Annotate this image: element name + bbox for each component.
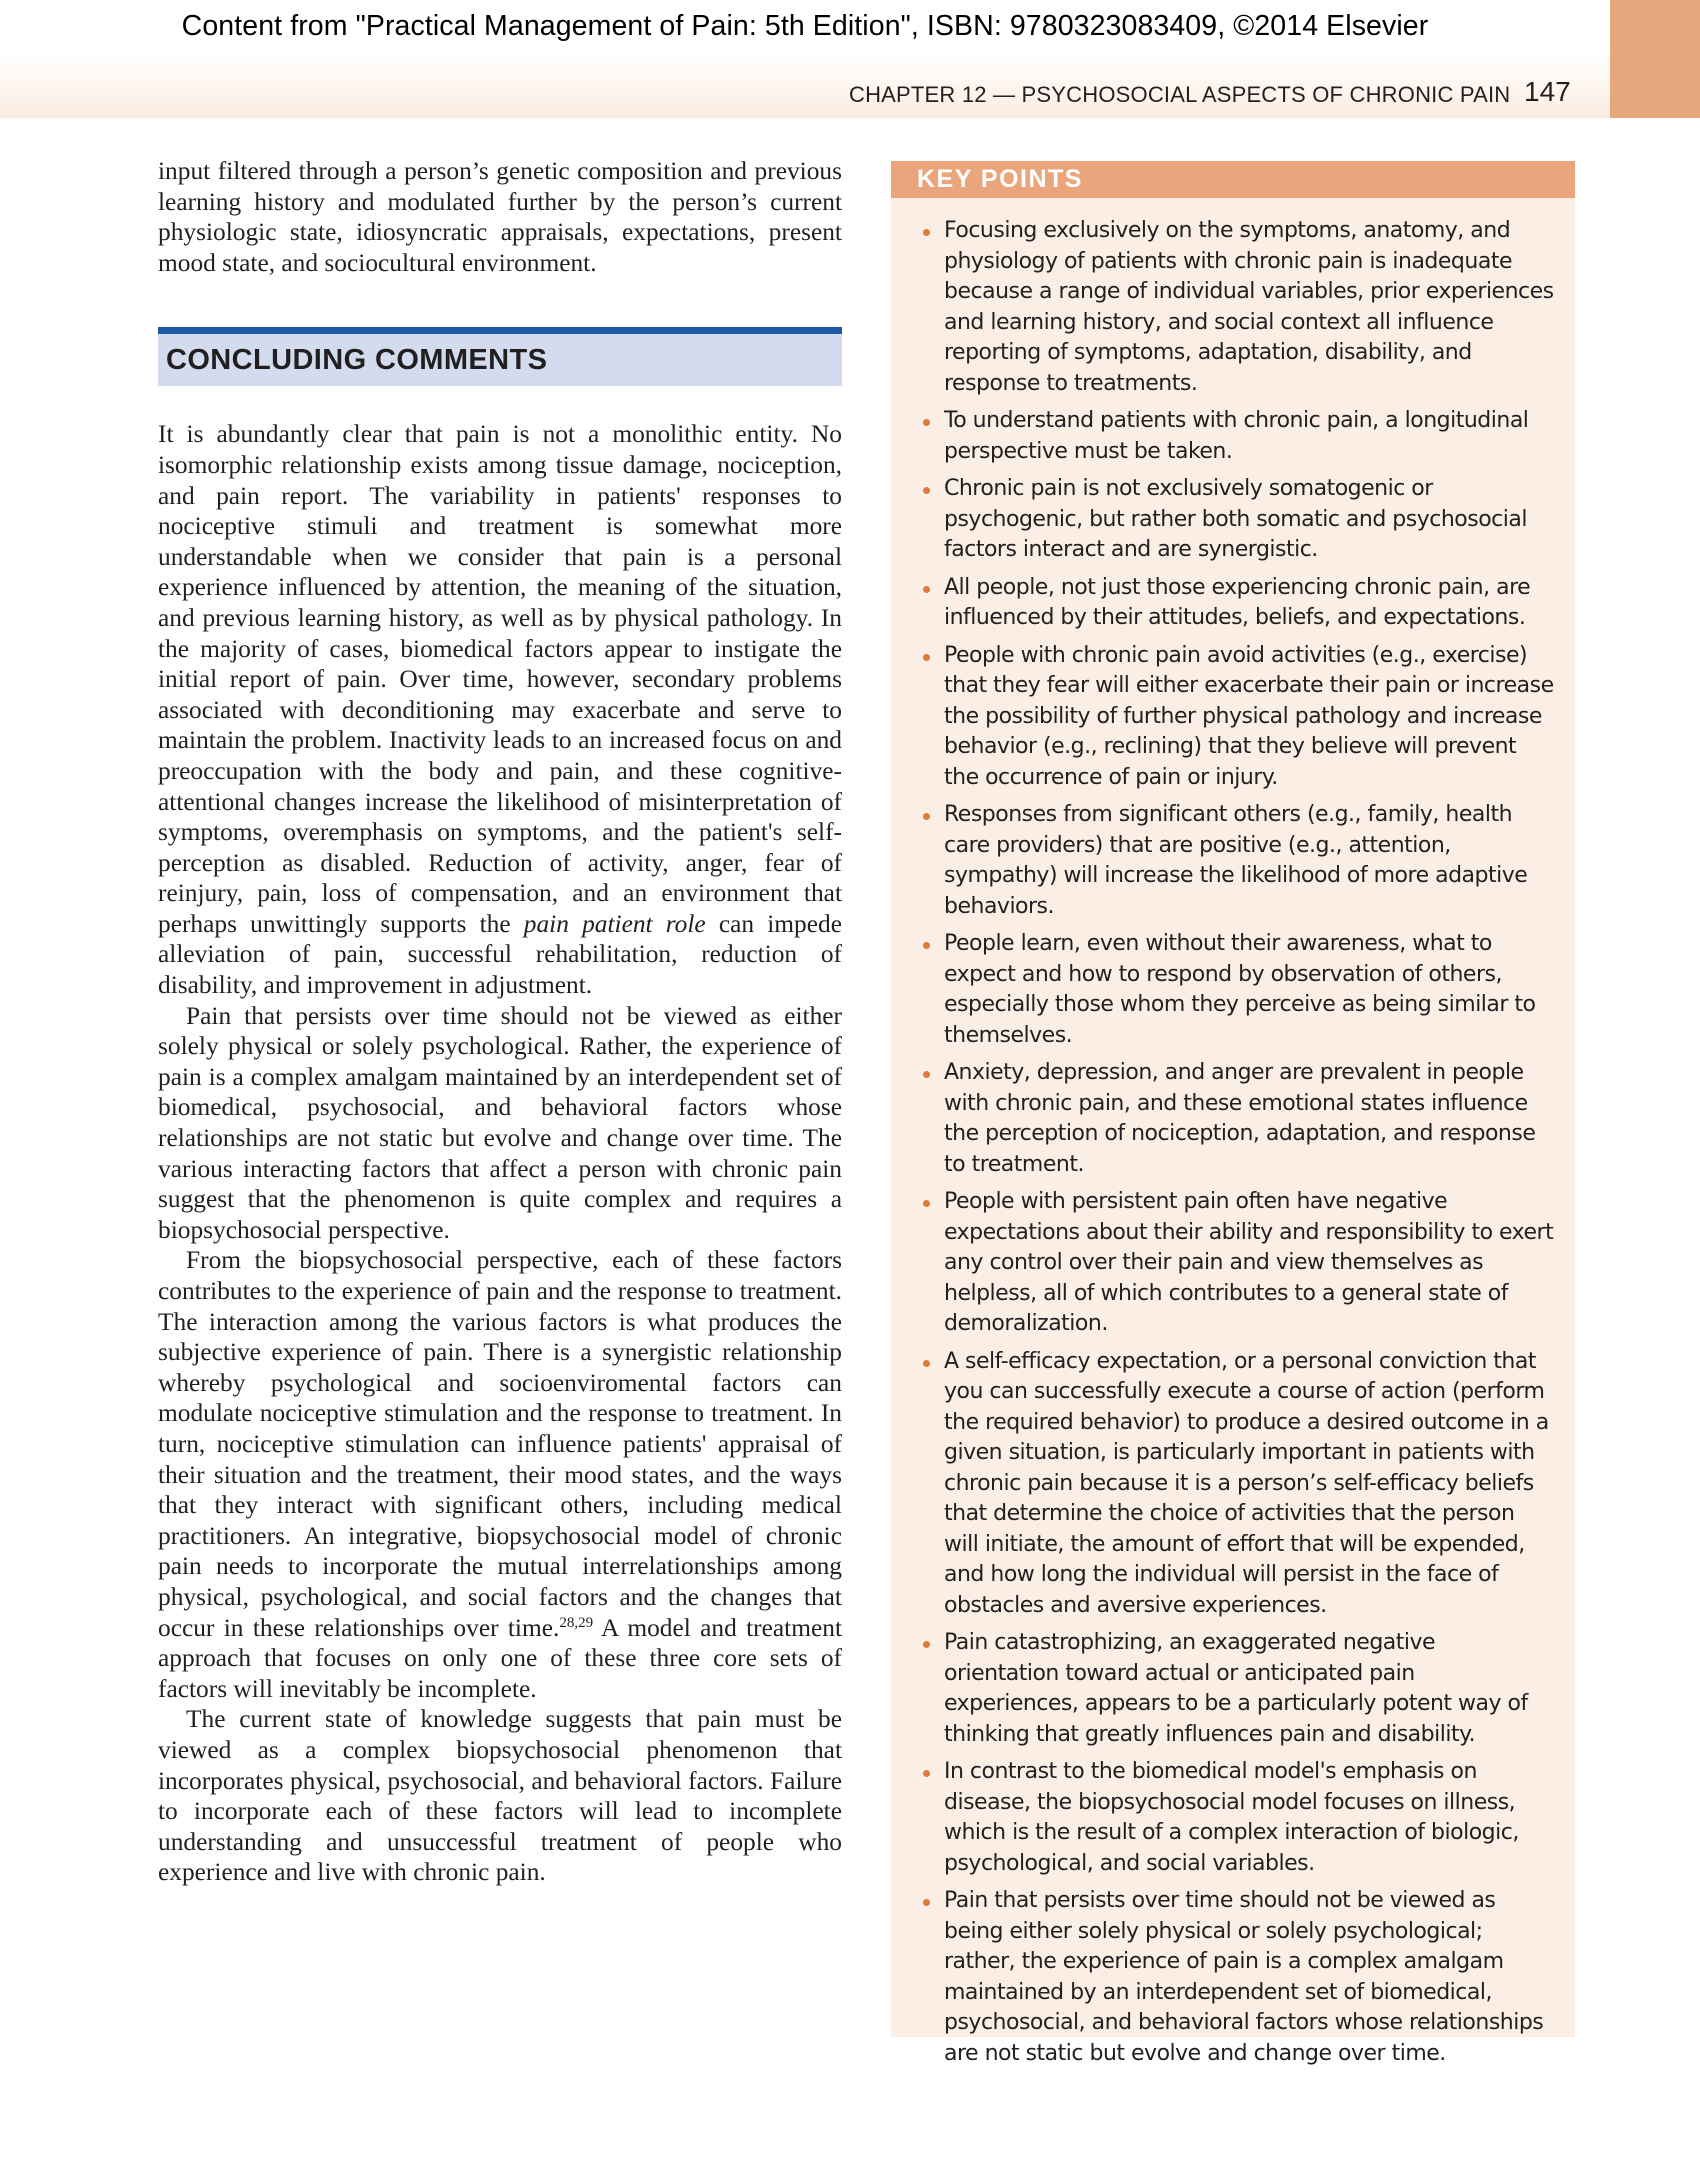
paragraph-3 (158, 1245, 842, 1704)
bullet-icon (923, 419, 930, 426)
key-point-text: Focusing exclusively on the symptoms, anatomy, and physiology of patients with chronic pain is inadequate because a range of individual variables, prior experiences and learning history, and social context all influence reporting of symptoms, adaptation, disability, and response to treatments. (944, 218, 1554, 396)
intro-paragraph: input filtered through a person’s genetic composition and previous learning history and modulated further by the person’s current physiologic state, idiosyncratic appraisals, expectations, present mood state, and sociocultural environment. (158, 157, 842, 277)
key-point-item (944, 406, 1555, 467)
key-point-text: People with chronic pain avoid activities (e.g., exercise) that they fear will either exacerbate their pain or increase the possibility of further physical pathology and increase behavior (e.g., reclining) that they believe will prevent the occurrence of pain or injury. (944, 642, 1554, 790)
paragraph-1-text-a: It is abundantly clear that pain is not a monolithic entity. No isomorphic relationship exists among tissue damage, nociception, and pain report. The variability in patients' responses to nociceptive stimuli and treatment is somewhat more understandable when we consider that pain is a personal experience influenced by attention, the meaning of the situation, and previous learning history, as well as by physical pathology. In the majority of cases, biomedical factors appear to instigate the initial report of pain. Over time, however, secondary problems associated with deconditioning may exacerbate and serve to maintain the problem. Inactivity leads to an increased focus on and preoccupation with the body and pain, and these cognitive-attentional changes increase the likelihood of misinterpretation of symptoms, overemphasis on symptoms, and the patient's self-perception as disabled. Reduction of activity, anger, fear of reinjury, pain, loss of compensation, and an environment that perhaps unwittingly supports the (158, 420, 842, 938)
copyright-notice: Content from "Practical Management of Pain: 5th Edition", ISBN: 9780323083409, ©2014 Elsevier (181, 10, 1429, 42)
bullet-icon (923, 942, 930, 949)
bullet-icon (923, 487, 930, 494)
bullet-icon (923, 1899, 930, 1906)
key-point-text: All people, not just those experiencing chronic pain, are influenced by their attitudes, beliefs, and expectations. (944, 574, 1531, 630)
bullet-icon (923, 586, 930, 593)
paragraph-3-text-a: From the biopsychosocial perspective, each of these factors contributes to the experience of pain and the response to treatment. The interaction among the various factors is what produces the subjective experience of pain. There is a synergistic relationship whereby psychological and socioenviromental factors can modulate nociceptive stimulation and the response to treatment. In turn, nociceptive stimulation can influence patients' appraisal of their situation and the treatment, their mood states, and the ways that they interact with significant others, including medical practitioners. An integrative, biopsychosocial model of chronic pain needs to incorporate the mutual interrelationships among physical, psychological, and social factors and the changes that occur in these relationships over time. (158, 1246, 842, 1642)
key-points-list (891, 198, 1575, 2069)
key-point-text: Anxiety, depression, and anger are prevalent in people with chronic pain, and these emotional states influence the perception of nociception, adaptation, and response to treatment. (944, 1060, 1536, 1177)
key-point-text: Responses from significant others (e.g., family, health care providers) that are positive (e.g., attention, sympathy) will increase the likelihood of more adaptive behaviors. (944, 802, 1528, 919)
bullet-icon (923, 654, 930, 661)
page-number: 147 (1524, 76, 1571, 107)
bullet-icon (923, 1200, 930, 1207)
key-point-item (944, 1347, 1555, 1622)
bullet-icon (923, 1360, 930, 1367)
key-point-item (944, 1058, 1555, 1180)
chapter-corner-tab (1610, 0, 1700, 118)
key-point-item (944, 1886, 1555, 2069)
bullet-icon (923, 1770, 930, 1777)
bullet-icon (923, 1071, 930, 1078)
paragraph-4: The current state of knowledge suggests that pain must be viewed as a complex biopsychosocial phenomenon that incorporates physical, psychosocial, and behavioral factors. Failure to incorporate each of these factors will lead to incomplete understanding and unsuccessful treatment of people who experience and live with chronic pain. (158, 1705, 842, 1887)
key-point-text: In contrast to the biomedical model's emphasis on disease, the biopsychosocial model focuses on illness, which is the result of a complex interaction of biologic, psychological, and social variables. (944, 1759, 1519, 1876)
running-head: CHAPTER 12 — PSYCHOSOCIAL ASPECTS OF CHRONIC PAIN (849, 82, 1511, 107)
key-point-text: People with persistent pain often have negative expectations about their ability and responsibility to exert any control over their pain and view themselves as helpless, all of which contributes to a general state of demoralization. (944, 1189, 1554, 1336)
key-point-text: Chronic pain is not exclusively somatogenic or psychogenic, but rather both somatic and psychosocial factors interact and are synergistic. (944, 476, 1527, 562)
bullet-icon (923, 229, 930, 236)
key-point-item (944, 929, 1555, 1051)
key-point-text: A self-efficacy expectation, or a personal conviction that you can successfully execute a course of action (perform the required behavior) to produce a desired outcome in a given situation, is particularly important in patients with chronic pain because it is a person’s self-efficacy beliefs that determine the choice of activities that the person will initiate, the amount of effort that will be expended, and how long the individual will persist in the face of obstacles and aversive experiences. (944, 1348, 1549, 1618)
key-point-text: To understand patients with chronic pain, a longitudinal perspective must be taken. (944, 408, 1529, 464)
key-point-text: Pain catastrophizing, an exaggerated negative orientation toward actual or anticipated pain experiences, appears to be a particularly potent way of thinking that greatly influences pain and disability. (944, 1630, 1528, 1747)
paragraph-2: Pain that persists over time should not be viewed as either solely physical or solely psychological. Rather, the experience of pain is a complex amalgam maintained by an interdependent set of biomedical, psychosocial, and behavioral factors whose relationships are not static but evolve and change over time. The various interacting factors that affect a person with chronic pain suggest that the phenomenon is quite complex and requires a biopsychosocial perspective. (158, 1001, 842, 1244)
paragraph-1 (158, 419, 842, 1000)
citation-superscript: 28,29 (559, 1614, 594, 1631)
left-column (158, 156, 842, 1888)
key-point-item (944, 474, 1555, 566)
key-points-title: KEY POINTS (891, 161, 1575, 198)
paragraph-3-text-b: A model and treatment approach that focuses on only one of these three core sets of factors will inevitably be incomplete. (158, 1613, 843, 1703)
key-point-text: People learn, even without their awareness, what to expect and how to respond by observation of others, especially those whom they perceive as being similar to themselves. (944, 931, 1536, 1048)
key-point-item (944, 800, 1555, 922)
bullet-icon (923, 1641, 930, 1648)
paragraph-1-text-b: can impede alleviation of pain, successful rehabilitation, reduction of disability, and improvement in adjustment. (158, 909, 842, 1000)
key-point-item (944, 1757, 1555, 1879)
key-points-box (891, 161, 1575, 2066)
section-heading: CONCLUDING COMMENTS (158, 327, 842, 386)
key-point-text: Pain that persists over time should not be viewed as being either solely physical or solely psychological; rather, the experience of pain is a complex amalgam maintained by an interdependent set of biomedical, psychosocial, and behavioral factors whose relationships are not static but evolve and change over time. (944, 1888, 1544, 2066)
key-point-item (944, 1628, 1555, 1750)
key-point-item (944, 641, 1555, 794)
key-point-item (944, 1187, 1555, 1340)
paragraph-1-italic-term: pain patient role (523, 909, 706, 938)
key-point-item (944, 573, 1555, 634)
bullet-icon (923, 813, 930, 820)
key-point-item (944, 216, 1555, 399)
